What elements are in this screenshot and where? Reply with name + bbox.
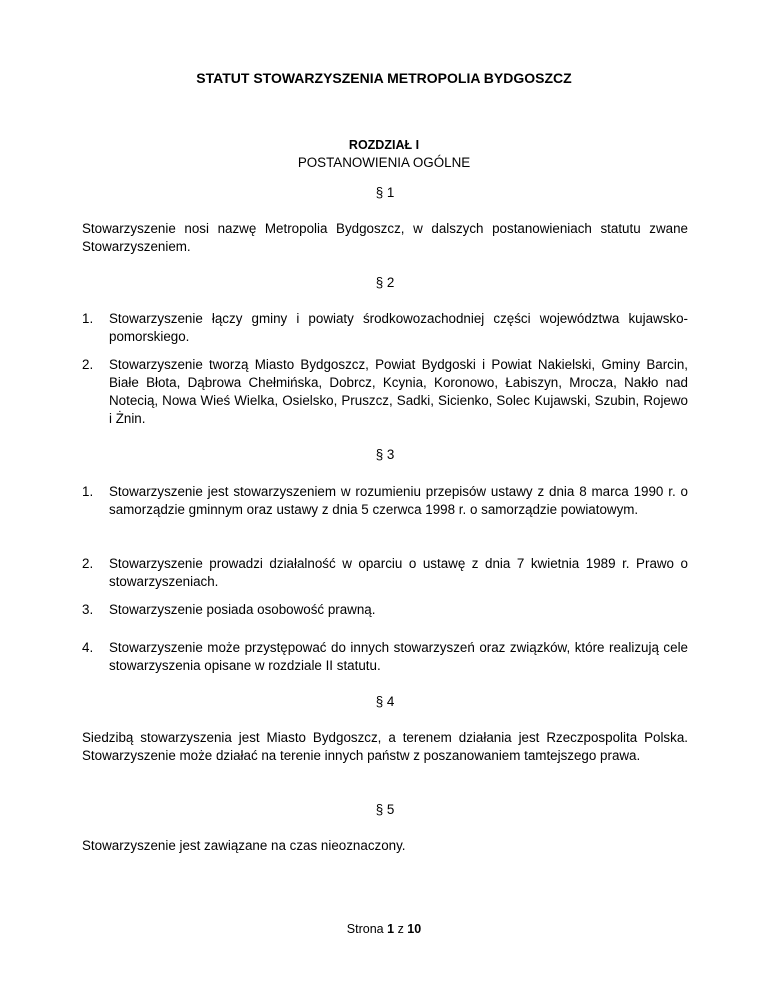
footer-total-pages: 10 xyxy=(407,922,422,936)
section-3-heading: § 3 xyxy=(375,447,395,462)
document-title: STATUT STOWARZYSZENIA METROPOLIA BYDGOSZCZ xyxy=(196,70,572,86)
item-number: 1. xyxy=(82,311,94,326)
section-1-heading: § 1 xyxy=(375,185,395,200)
section-3-item-2 xyxy=(82,555,688,591)
chapter-heading xyxy=(0,136,768,172)
section-4-text: Siedzibą stowarzyszenia jest Miasto Bydgoszcz, a terenem działania jest Rzeczpospolita Polska. Stowarzyszenie może działać na terenie innych państw z poszanowaniem tamtejszego prawa. xyxy=(82,730,688,763)
section-5-heading: § 5 xyxy=(375,802,395,817)
section-4-heading: § 4 xyxy=(375,694,395,709)
item-text: Stowarzyszenie prowadzi działalność w oparciu o ustawę z dnia 7 kwietnia 1989 r. Prawo o stowarzyszeniach. xyxy=(109,556,688,589)
section-3-item-3 xyxy=(82,601,688,619)
section-1-text: Stowarzyszenie nosi nazwę Metropolia Bydgoszcz, w dalszych postanowieniach statutu zwane Stowarzyszeniem. xyxy=(82,221,688,254)
item-text: Stowarzyszenie może przystępować do innych stowarzyszeń oraz związków, które realizują cele stowarzyszenia opisane w rozdziale II statutu. xyxy=(109,640,688,673)
item-number: 1. xyxy=(82,484,94,499)
item-number: 3. xyxy=(82,602,94,617)
section-2-item-1 xyxy=(82,310,688,346)
item-text: Stowarzyszenie tworzą Miasto Bydgoszcz, Powiat Bydgoski i Powiat Nakielski, Gminy Barcin, Białe Błota, Dąbrowa Chełmińska, Dobrcz, Kcynia, Koronowo, Łabiszyn, Mrocza, Nakło nad Notecią, Nowa Wieś Wielka, Osielsko, Pruszcz, Sadki, Sicienko, Solec Kujawski, Szubin, Rojewo i Żnin. xyxy=(109,357,688,426)
item-text: Stowarzyszenie łączy gminy i powiaty środkowozachodniej części województwa kujawsko-pomorskiego. xyxy=(109,311,688,344)
item-number: 4. xyxy=(82,640,94,655)
chapter-number: ROZDZIAŁ I xyxy=(348,138,420,152)
section-2-heading: § 2 xyxy=(375,275,395,290)
item-number: 2. xyxy=(82,556,94,571)
item-text: Stowarzyszenie posiada osobowość prawną. xyxy=(109,602,376,617)
item-number: 2. xyxy=(82,357,94,372)
section-3-item-1 xyxy=(82,483,688,519)
section-2-item-2 xyxy=(82,356,688,428)
footer-separator: z xyxy=(397,922,404,936)
footer-label: Strona xyxy=(346,922,384,936)
footer-page-number: 1 xyxy=(387,922,395,936)
chapter-name: POSTANOWIENIA OGÓLNE xyxy=(297,155,471,170)
page-footer xyxy=(0,920,768,938)
item-text: Stowarzyszenie jest stowarzyszeniem w rozumieniu przepisów ustawy z dnia 8 marca 1990 r. o samorządzie gminnym oraz ustawy z dnia 5 czerwca 1998 r. o samorządzie powiatowym. xyxy=(109,484,688,517)
section-5-text: Stowarzyszenie jest zawiązane na czas nieoznaczony. xyxy=(82,838,406,853)
section-3-item-4 xyxy=(82,639,688,675)
